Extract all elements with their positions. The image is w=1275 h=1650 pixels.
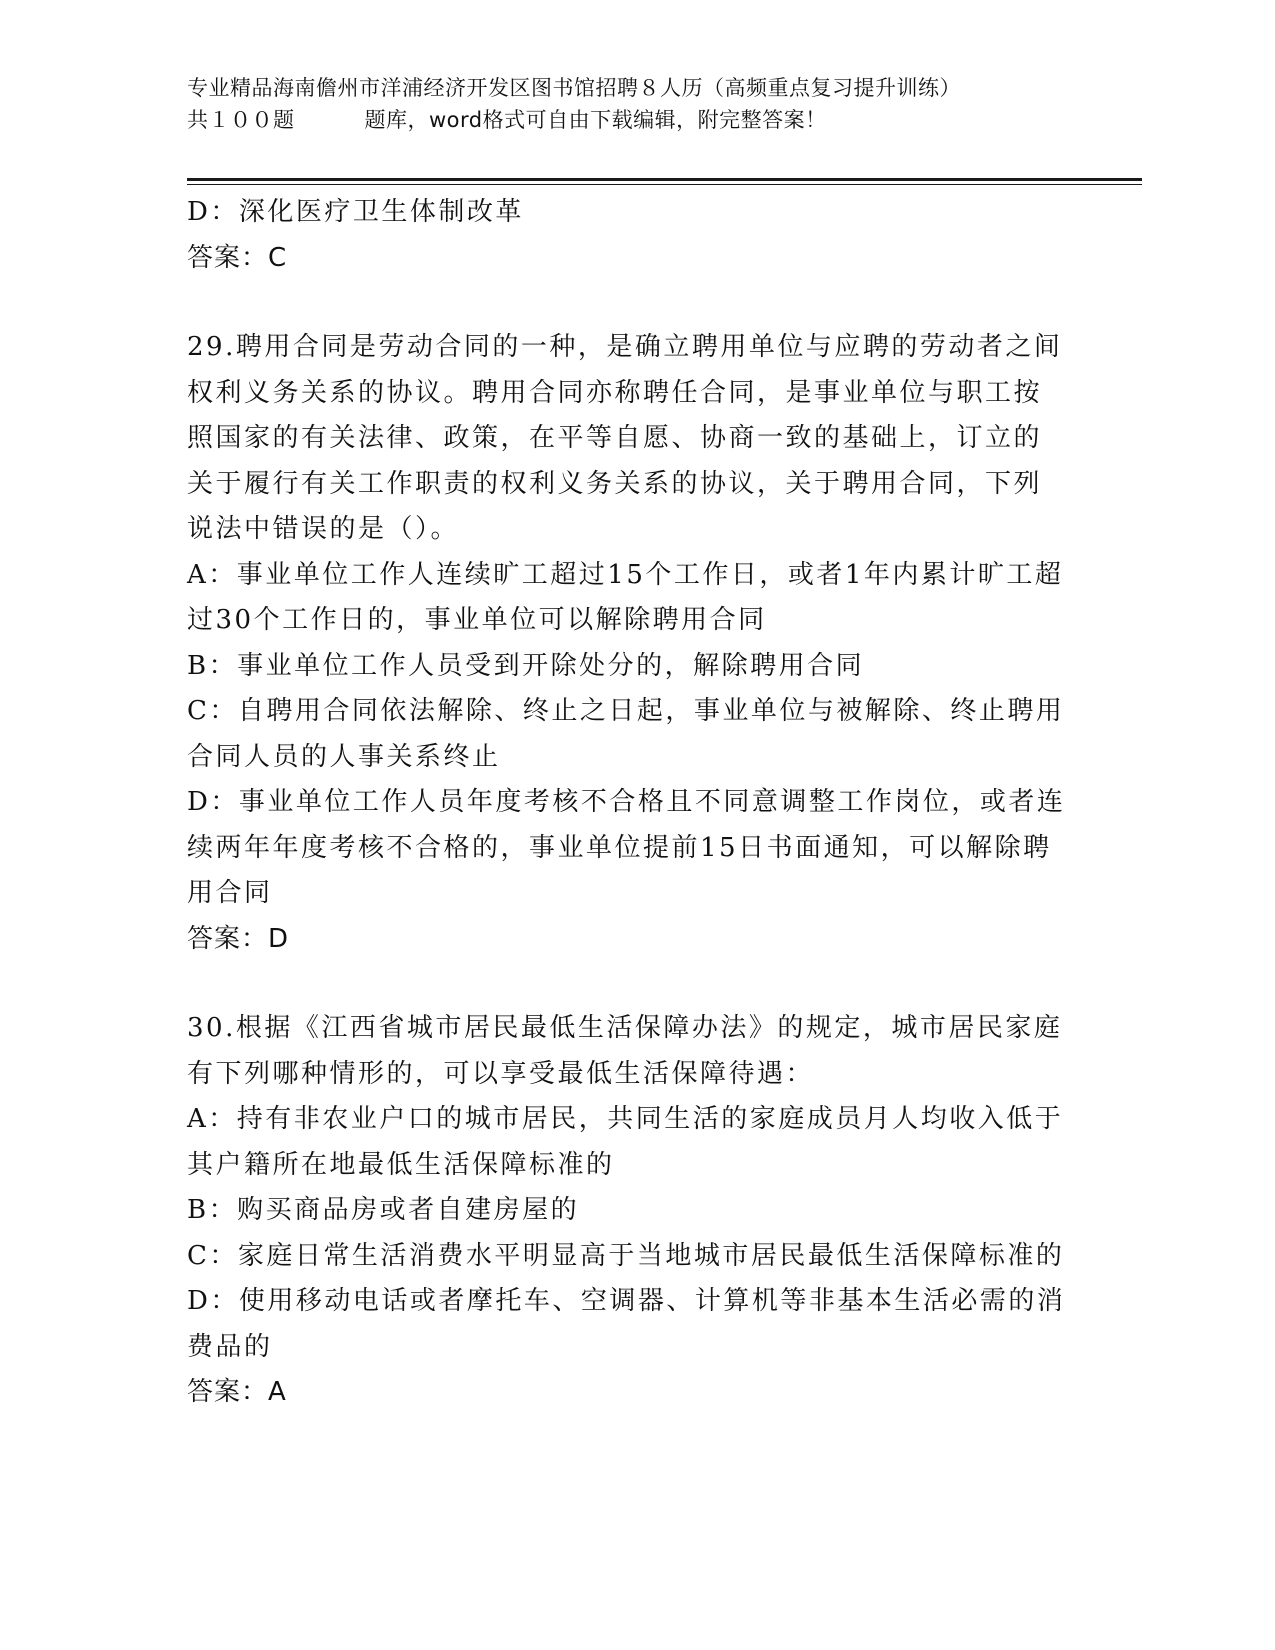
option-c: C：家庭日常生活消费水平明显高于当地城市居民最低生活保障标准的: [187, 1240, 1065, 1271]
document-body: [187, 190, 1067, 1416]
document-header: [187, 72, 1087, 136]
question-spacer: [187, 962, 1067, 1006]
header-divider-thin: [187, 184, 1142, 185]
question-30: [187, 1006, 1067, 1416]
option-d: D：深化医疗卫生体制改革: [187, 197, 524, 227]
option-a: A：持有非农业户口的城市居民，共同生活的家庭成员月人均收入低于其户籍所在地最低生活保障标准的: [187, 1104, 1064, 1180]
question-spacer: [187, 281, 1067, 325]
option-a: A：事业单位工作人连续旷工超过15个工作日，或者1年内累计旷工超过30个工作日的，事业单位可以解除聘用合同: [187, 559, 1064, 635]
answer-line: 答案：A: [187, 1377, 287, 1407]
option-d: D：使用移动电话或者摩托车、空调器、计算机等非基本生活必需的消费品的: [187, 1286, 1066, 1362]
option-c: C：自聘用合同依法解除、终止之日起，事业单位与被解除、终止聘用合同人员的人事关系终止: [187, 696, 1065, 772]
question-29: [187, 325, 1067, 962]
header-divider-thick: [187, 178, 1142, 181]
option-d: D：事业单位工作人员年度考核不合格且不同意调整工作岗位，或者连续两年年度考核不合格的，事业单位提前15日书面通知，可以解除聘用合同: [187, 787, 1066, 908]
question-stem: 29.聘用合同是劳动合同的一种，是确立聘用单位与应聘的劳动者之间权利义务关系的协议。聘用合同亦称聘任合同，是事业单位与职工按照国家的有关法律、政策，在平等自愿、协商一致的基础上，订立的关于履行有关工作职责的权利义务关系的协议，关于聘用合同，下列说法中错误的是（）。: [187, 332, 1063, 544]
previous-question-tail: [187, 190, 1067, 281]
header-question-count: 共１００题: [187, 108, 295, 132]
answer-line: 答案：D: [187, 923, 290, 954]
option-b: B：购买商品房或者自建房屋的: [187, 1195, 580, 1225]
header-format-note: 题库，word格式可自由下载编辑，附完整答案！: [364, 108, 827, 132]
header-title-line: 专业精品海南儋州市洋浦经济开发区图书馆招聘８人历（高频重点复习提升训练）: [187, 76, 961, 100]
question-stem: 30.根据《江西省城市居民最低生活保障办法》的规定，城市居民家庭有下列哪种情形的，可以享受最低生活保障待遇：: [187, 1013, 1063, 1089]
header-subtitle-line: [187, 104, 1087, 136]
option-b: B：事业单位工作人员受到开除处分的，解除聘用合同: [187, 650, 865, 681]
answer-line: 答案：C: [187, 242, 288, 273]
